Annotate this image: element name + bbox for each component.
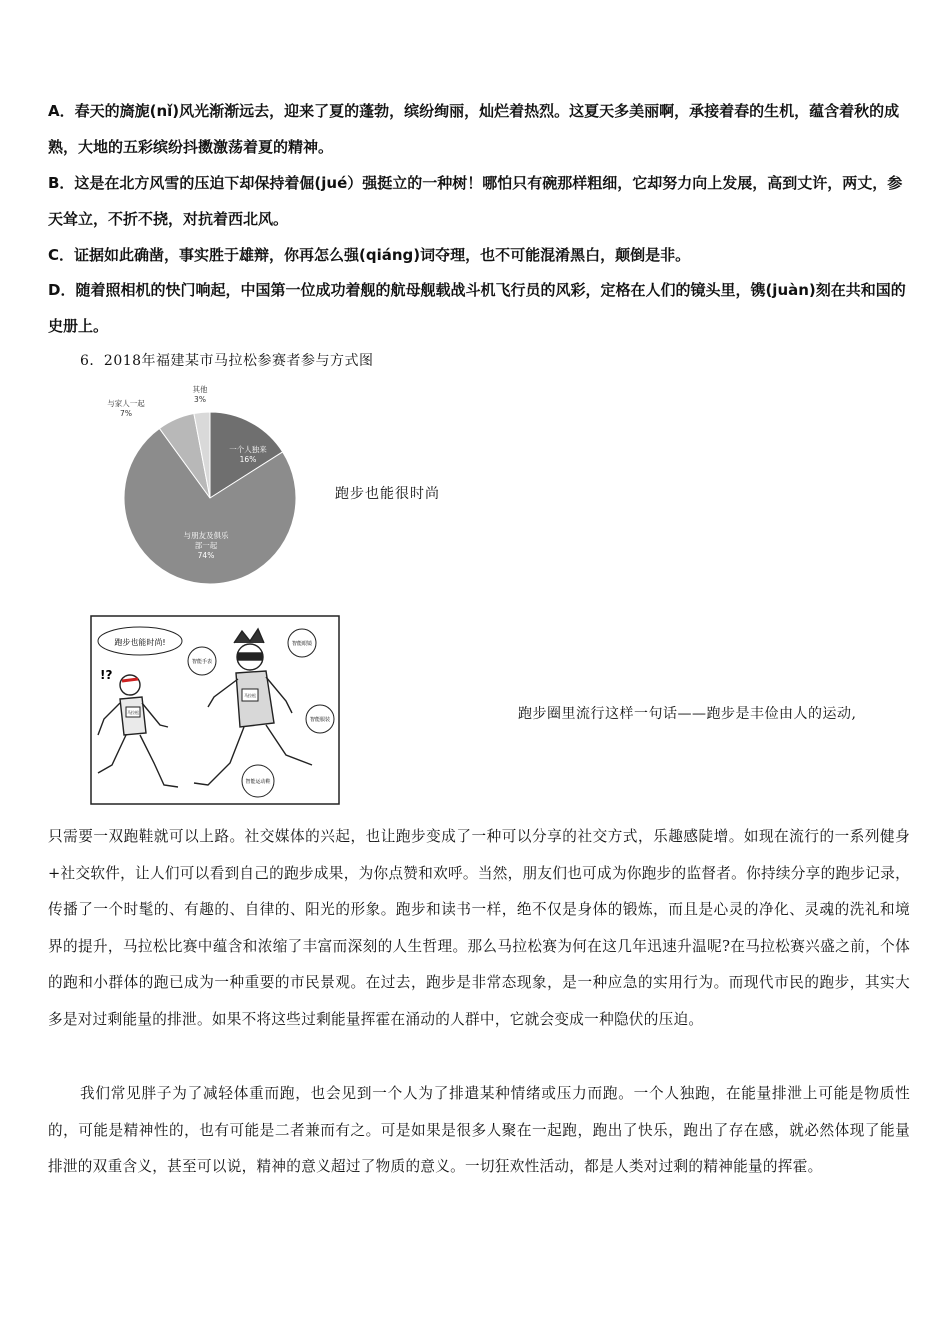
- pie-label-3-0: 其他: [192, 385, 208, 394]
- pie-chart: [92, 380, 322, 585]
- tag-wear: 智能服装: [309, 717, 331, 723]
- pie-pct-0: 16%: [239, 455, 257, 464]
- speech-text: 跑步也能时尚!: [114, 638, 166, 647]
- pie-side-caption: 跑步也能很时尚: [335, 486, 440, 502]
- running-cartoon: [90, 615, 340, 805]
- pie-label-0-0: 一个人独来: [229, 445, 267, 454]
- paragraph-1: 只需要一双跑鞋就可以上路。社交媒体的兴起，也让跑步变成了一种可以分享的社交方式，乐趣感陡增。如现在流行的一系列健身+社交软件，让人们可以看到自己的跑步成果，为你点赞和欢呼。当然，朋友们也可成为你跑步的监督者。你持续分享的跑步记录，传播了一个时髦的、有趣的、自律的、阳光的形象。跑步和读书一样，绝不仅是身体的锻炼，而且是心灵的净化、灵魂的洗礼和境界的提升，马拉松比赛中蕴含和浓缩了丰富而深刻的人生哲理。那么马拉松赛为何在这几年迅速升温呢?在马拉松赛兴盛之前，个体的跑和小群体的跑已成为一种重要的市民景观。在过去，跑步是非常态现象，是一种应急的实用行为。而现代市民的跑步，其实大多是对过剩能量的排泄。如果不将这些过剩能量挥霍在涌动的人群中，它就会变成一种隐伏的压迫。: [48, 828, 910, 1028]
- bib-left-text: 马拉松: [127, 710, 139, 715]
- pie-pct-1: 74%: [197, 551, 215, 560]
- option-c: C．证据如此确凿，事实胜于雄辩，你再怎么强(qiáng)词夺理，也不可能混淆黑白，颠倒是非。: [48, 246, 691, 264]
- cartoon-svg: [90, 615, 340, 805]
- pie-label-1-0: 与朋友及俱乐: [183, 531, 229, 540]
- cartoon-side-text: 跑步圈里流行这样一句话——跑步是丰俭由人的运动,: [518, 706, 857, 722]
- pie-label-1-1: 部一起: [194, 541, 218, 550]
- option-a: A．春天的旖旎(nǐ)风光渐渐远去，迎来了夏的蓬勃，缤纷绚丽，灿烂着热烈。这夏天多美丽啊，承接着春的生机，蕴含着秋的成熟，大地的五彩缤纷抖擞激荡着夏的精神。: [48, 102, 900, 156]
- tag-watch: 智能手表: [191, 659, 213, 665]
- paragraph-2: 我们常见胖子为了减轻体重而跑，也会见到一个人为了排遣某种情绪或压力而跑。一个人独跑，在能量排泄上可能是物质性的，可能是精神性的，也有可能是二者兼而有之。可是如果是很多人聚在一起跑，跑出了快乐，跑出了存在感，就必然体现了能量排泄的双重含义，甚至可以说，精神的意义超过了物质的意义。一切狂欢性活动，都是人类对过剩的精神能量的挥霍。: [48, 1085, 910, 1175]
- pie-pct-3: 3%: [194, 395, 206, 404]
- tag-shoes: 智能运动鞋: [245, 779, 271, 785]
- question-6-title: 6．2018年福建某市马拉松参赛者参与方式图: [80, 353, 374, 369]
- bib-right-text: 马拉松: [244, 693, 256, 698]
- option-b: B．这是在北方风雪的压迫下却保持着倔(jué）强挺立的一种树！哪怕只有碗那样粗细，它却努力向上发展，高到丈许，两丈，参天耸立，不折不挠，对抗着西北风。: [48, 174, 903, 228]
- pie-chart-svg: [92, 380, 322, 585]
- pie-pct-2: 7%: [120, 409, 132, 418]
- option-d: D．随着照相机的快门响起，中国第一位成功着舰的航母舰载战斗机飞行员的风彩，定格在人们的镜头里，镌(juàn)刻在共和国的史册上。: [48, 281, 906, 335]
- exclaim-text: !?: [100, 668, 113, 682]
- pie-label-2-0: 与家人一起: [107, 399, 145, 408]
- tag-glasses: 智能眼镜: [291, 641, 313, 647]
